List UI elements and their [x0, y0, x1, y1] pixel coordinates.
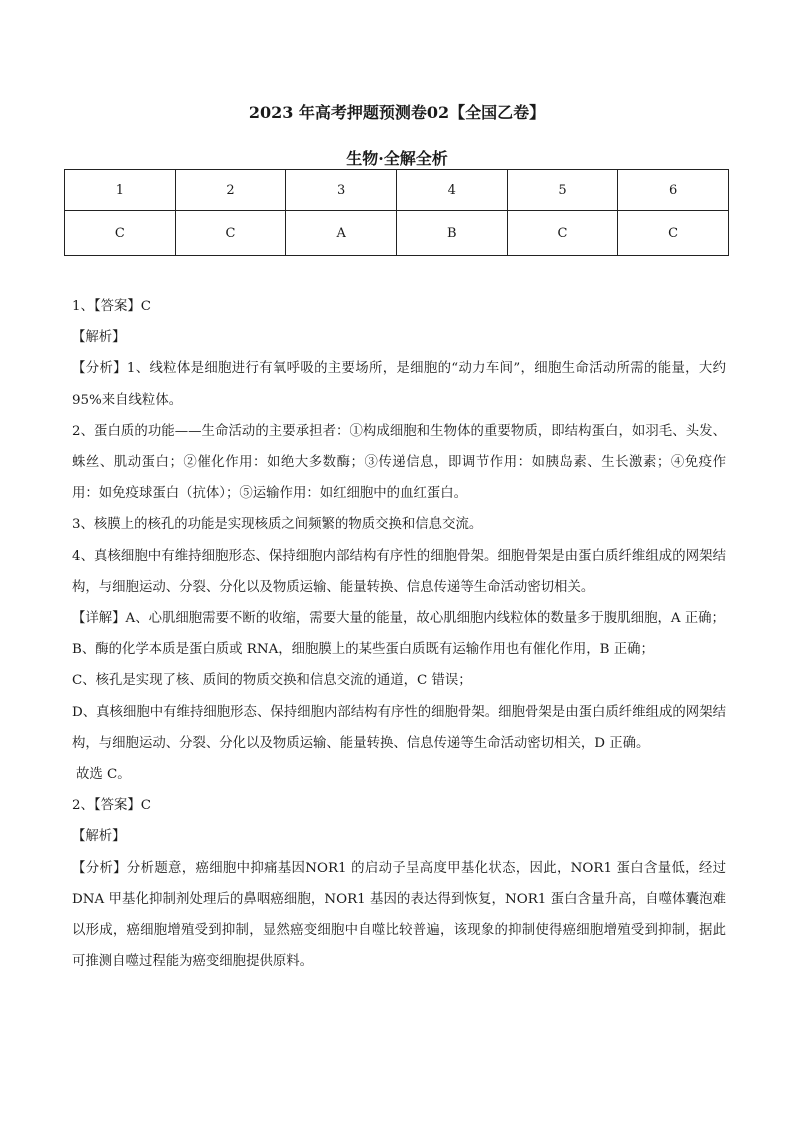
question-number: 3	[286, 170, 397, 211]
answer-heading: 2、【答案】C	[72, 798, 152, 814]
question-number: 4	[396, 170, 507, 211]
answer-value: C	[175, 211, 286, 256]
analysis-label: 【解析】	[72, 330, 126, 346]
answer-value: A	[286, 211, 397, 256]
detail-paragraph: B、酶的化学本质是蛋白质或 RNA，细胞膜上的某些蛋白质既有运输作用也有催化作用，B 正确；	[72, 642, 654, 658]
document-title: 2023 年高考押题预测卷02【全国乙卷】	[248, 103, 546, 122]
answer-heading: 1、【答案】C	[72, 299, 152, 314]
answer-value: B	[396, 211, 507, 256]
answer-table-answer-row	[65, 211, 729, 256]
question-number: 6	[618, 170, 729, 211]
analysis-paragraph: 【分析】分析题意，癌细胞中抑痛基因NOR1 的启动子呈高度甲基化状态，因此，NOR1 蛋白含量低，经过 DNA 甲基化抑制剂处理后的鼻咽癌细胞，NOR1 基因的表达得到恢复，NOR1 蛋白含量升高，自噬体囊泡难以形成，癌细胞增殖受到抑制，显然癌变细胞中自噬比较普遍，该现象的抑制使得癌细胞增殖受到抑制，据此可推测自噬过程能为癌变细胞提供原料。	[72, 860, 726, 970]
answer-table-number-row	[65, 170, 729, 211]
analysis-paragraph: 4、真核细胞中有维持细胞形态、保持细胞内部结构有序性的细胞骨架。细胞骨架是由蛋白质纤维组成的网架结构，与细胞运动、分裂、分化以及物质运输、能量转换、信息传递等生命活动密切相关。	[72, 548, 726, 595]
analysis-label: 【解析】	[72, 829, 126, 845]
document-subtitle: 生物·全解全析	[346, 149, 448, 168]
analysis-paragraph: 3、核膜上的核孔的功能是实现核质之间频繁的物质交换和信息交流。	[72, 517, 483, 533]
answer-value: C	[507, 211, 618, 256]
explanation-body	[72, 291, 726, 977]
analysis-paragraph: 2、蛋白质的功能——生命活动的主要承担者：①构成细胞和生物体的重要物质，即结构蛋白，如羽毛、头发、蛛丝、肌动蛋白；②催化作用：如绝大多数酶；③传递信息，即调节作用：如胰岛素、生长激素；④免疫作用：如免疫球蛋白（抗体）；⑤运输作用：如红细胞中的血红蛋白。	[72, 423, 726, 502]
question-number: 2	[175, 170, 286, 211]
analysis-paragraph: 【分析】1、线粒体是细胞进行有氧呼吸的主要场所，是细胞的“动力车间”，细胞生命活动所需的能量，大约95%来自线粒体。	[72, 361, 726, 408]
answer-value: C	[65, 211, 176, 256]
answer-table	[64, 169, 729, 256]
detail-paragraph: 【详解】A、心肌细胞需要不断的收缩，需要大量的能量，故心肌细胞内线粒体的数量多于腹肌细胞，A 正确；	[72, 611, 725, 627]
answer-value: C	[618, 211, 729, 256]
detail-paragraph: D、真核细胞中有维持细胞形态、保持细胞内部结构有序性的细胞骨架。细胞骨架是由蛋白质纤维组成的网架结构，与细胞运动、分裂、分化以及物质运输、能量转换、信息传递等生命活动密切相关，D 正确。	[72, 704, 726, 751]
question-number: 5	[507, 170, 618, 211]
conclusion-line: 故选 C。	[76, 767, 131, 783]
question-number: 1	[65, 170, 176, 211]
detail-paragraph: C、核孔是实现了核、质间的物质交换和信息交流的通道，C 错误；	[72, 673, 472, 689]
